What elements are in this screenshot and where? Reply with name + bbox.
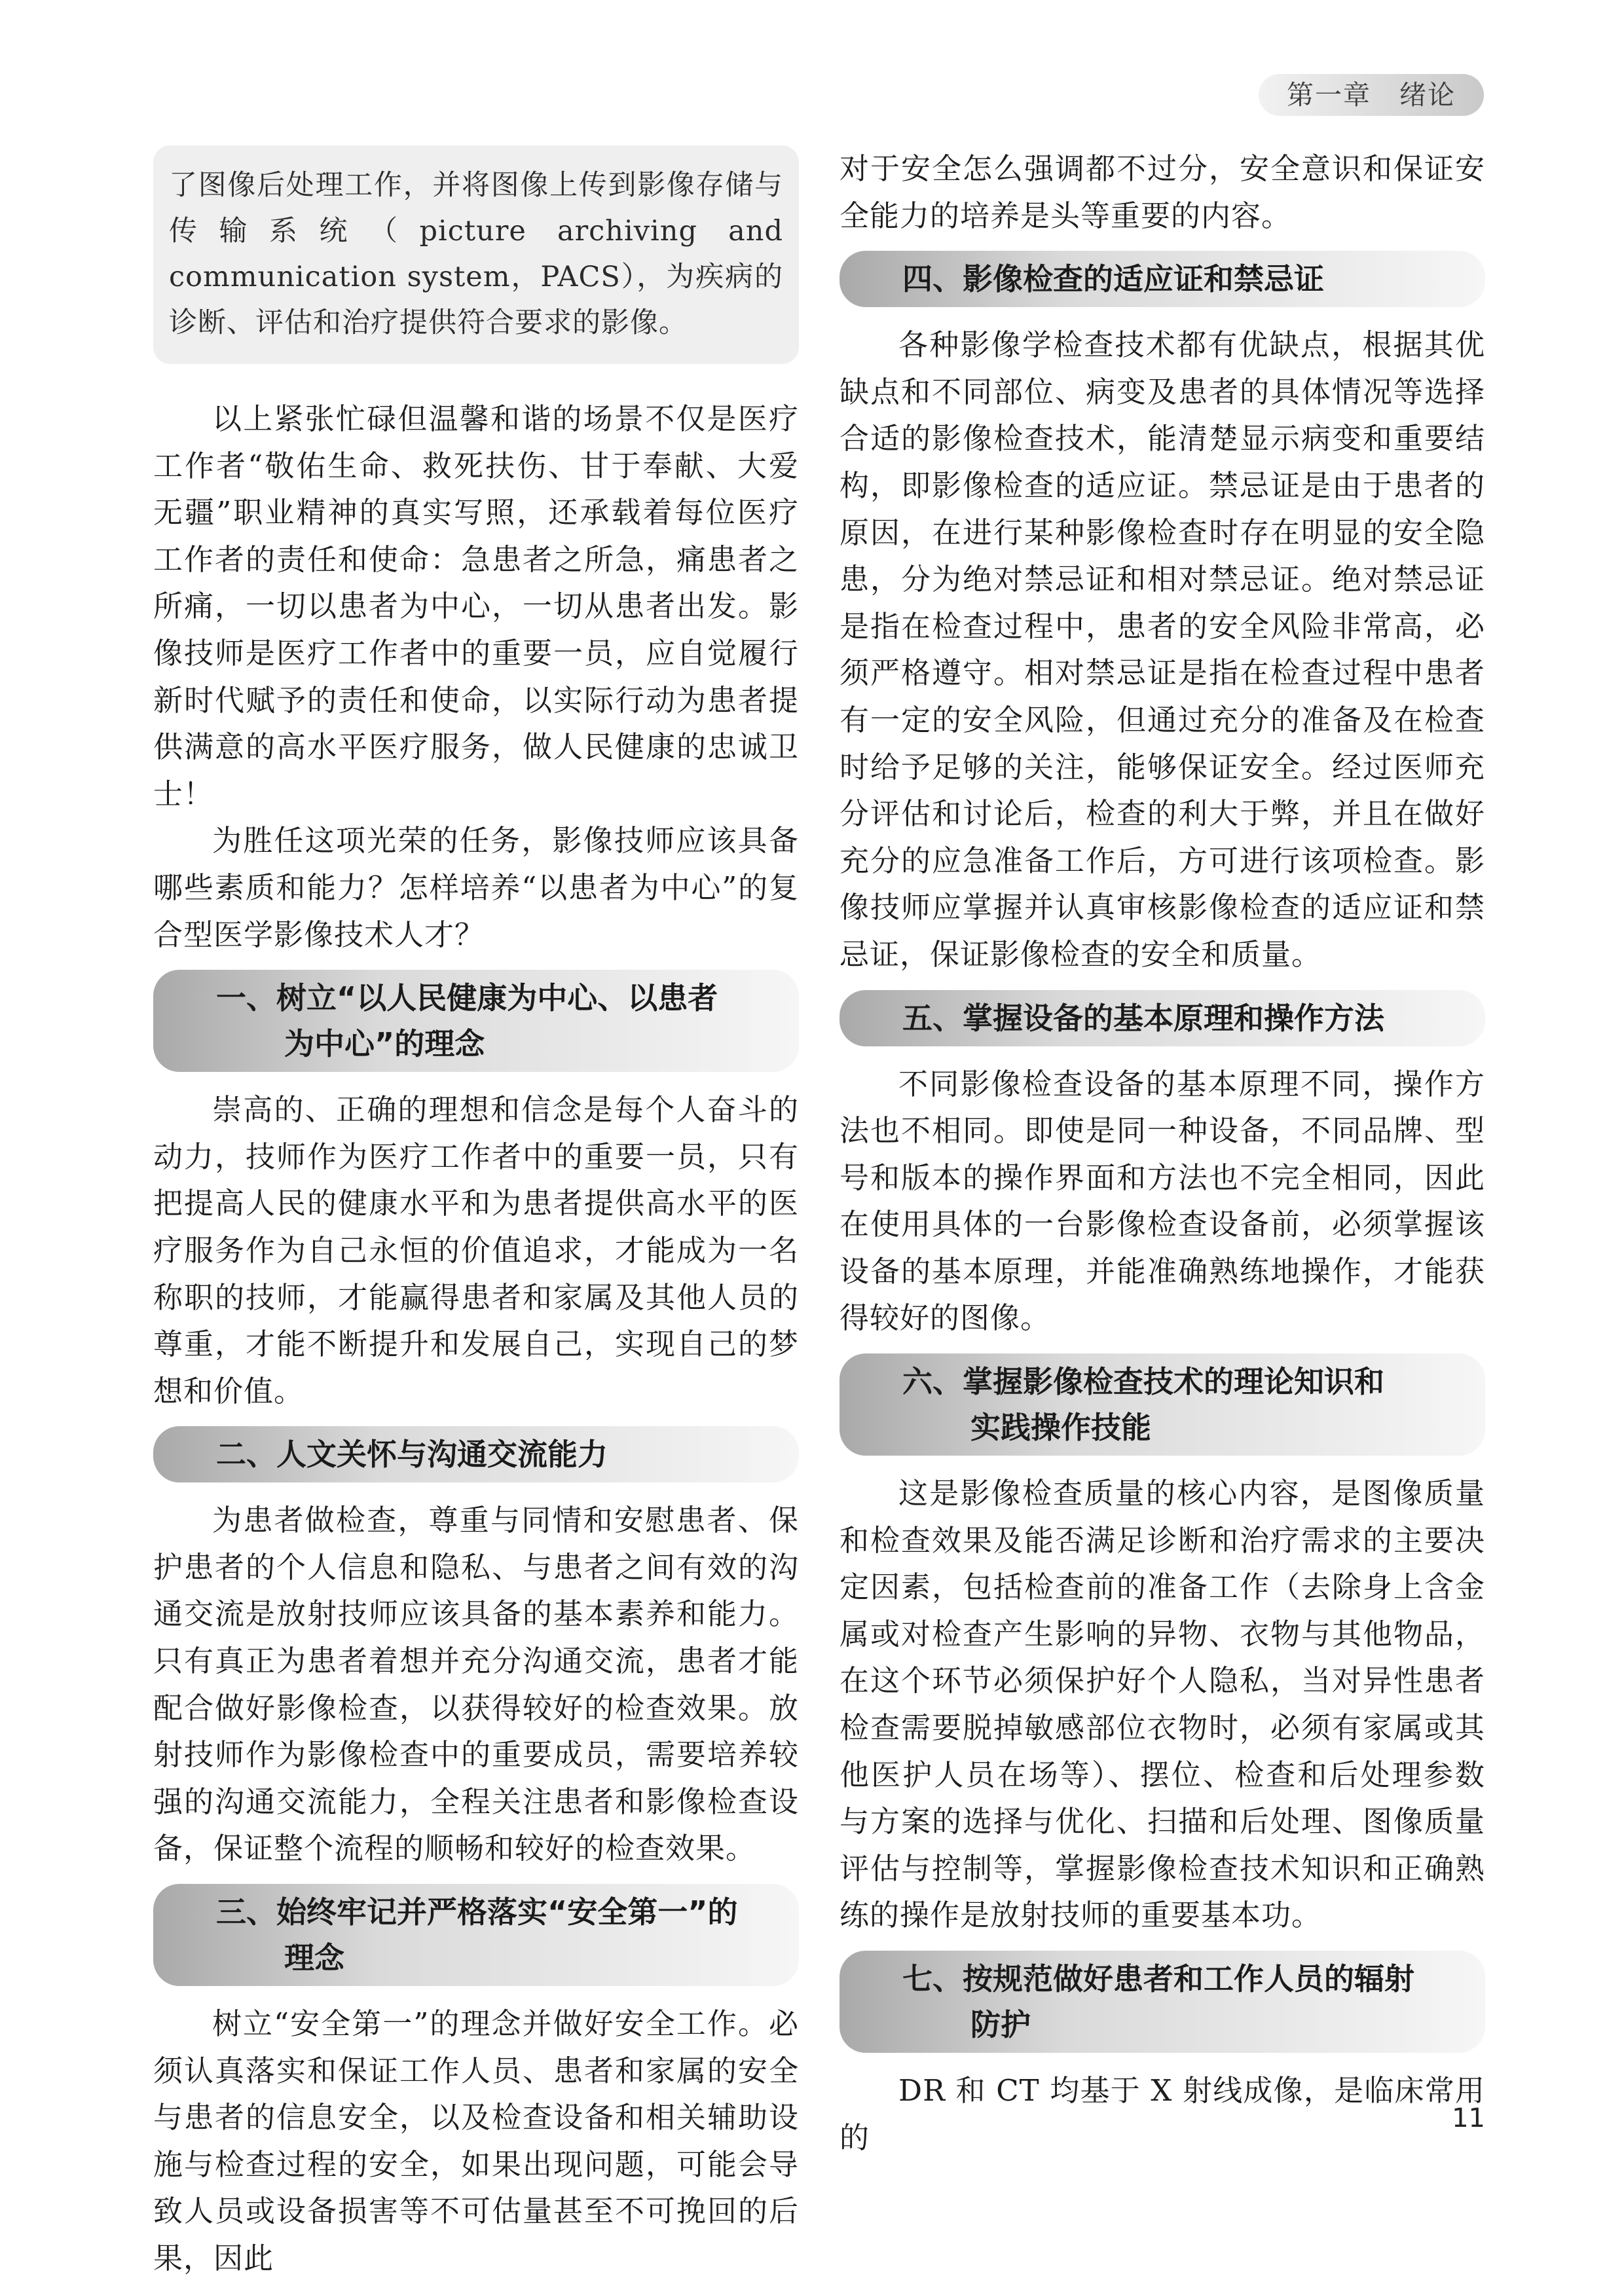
paragraph: 树立“安全第一”的理念并做好安全工作。必须认真落实和保证工作人员、患者和家属的安全与患者的信息安全，以及检查设备和相关辅助设施与检查过程的安全，如果出现问题，可能会导致人员或设备损害等不可估量甚至不可挽回的后果，因此 [153,2006,799,2275]
paragraph: 各种影像学检查技术都有优缺点，根据其优缺点和不同部位、病变及患者的具体情况等选择合适的影像检查技术，能清楚显示病变和重要结构，即影像检查的适应证。禁忌证是由于患者的原因，在进行某种影像检查时存在明显的安全隐患，分为绝对禁忌证和相对禁忌证。绝对禁忌证是指在检查过程中，患者的安全风险非常高，必须严格遵守。相对禁忌证是指在检查过程中患者有一定的安全风险，但通过充分的准备及在检查时给予足够的关注，能够保证安全。经过医师充分评估和讨论后，检查的利大于弊，并且在做好充分的应急准备工作后，方可进行该项检查。影像技师应掌握并认真审核影像检查的适应证和禁忌证，保证影像检查的安全和质量。 [840,327,1485,972]
heading-line: 理念 [284,1940,344,1976]
paragraph: DR 和 CT 均基于 X 射线成像，是临床常用的 [840,2073,1485,2155]
heading-line: 四、影像检查的适应证和禁忌证 [902,261,1324,297]
section-heading-3 [153,1884,799,1986]
paragraph: 崇高的、正确的理想和信念是每个人奋斗的动力，技师作为医疗工作者中的重要一员，只有把提高人民的健康水平和为患者提供高水平的医疗服务作为自己永恒的价值追求，才能成为一名称职的技师，才能赢得患者和家属及其他人员的尊重，才能不断提升和发展自己，实现自己的梦想和价值。 [153,1092,799,1408]
heading-line: 六、掌握影像检查技术的理论知识和 [902,1364,1384,1400]
section-heading-6 [840,1353,1485,1456]
heading-line: 防护 [970,2007,1031,2042]
left-column [153,145,799,2282]
section-heading-2 [153,1426,799,1482]
heading-line: 三、始终牢记并严格落实“安全第一”的 [216,1894,738,1930]
page-number: 11 [1452,2103,1485,2133]
paragraph: 以上紧张忙碌但温馨和谐的场景不仅是医疗工作者“敬佑生命、救死扶伤、甘于奉献、大爱无疆”职业精神的真实写照，还承载着每位医疗工作者的责任和使命：急患者之所急，痛患者之所痛，一切以患者为中心，一切从患者出发。影像技师是医疗工作者中的重要一员，应自觉履行新时代赋予的责任和使命，以实际行动为患者提供满意的高水平医疗服务，做人民健康的忠诚卫士！ [153,401,799,811]
heading-line: 为中心”的理念 [284,1026,485,1062]
section-heading-5 [840,990,1485,1046]
paragraph-continued: 对于安全怎么强调都不过分，安全意识和保证安全能力的培养是头等重要的内容。 [840,151,1485,233]
paragraph: 为患者做检查，尊重与同情和安慰患者、保护患者的个人信息和隐私、与患者之间有效的沟通交流是放射技师应该具备的基本素养和能力。只有真正为患者着想并充分沟通交流，患者才能配合做好影像检查，以获得较好的检查效果。放射技师作为影像检查中的重要成员，需要培养较强的沟通交流能力，全程关注患者和影像检查设备，保证整个流程的顺畅和较好的检查效果。 [153,1503,799,1866]
paragraph: 这是影像检查质量的核心内容，是图像质量和检查效果及能否满足诊断和治疗需求的主要决定因素，包括检查前的准备工作（去除身上含金属或对检查产生影响的异物、衣物与其他物品，在这个环节必须保护好个人隐私，当对异性患者检查需要脱掉敏感部位衣物时，必须有家属或其他医护人员在场等）、摆位、检查和后处理参数与方案的选择与优化、扫描和后处理、图像质量评估与控制等，掌握影像检查技术知识和正确熟练的操作是放射技师的重要基本功。 [840,1476,1485,1933]
heading-line: 五、掌握设备的基本原理和操作方法 [902,1000,1384,1036]
heading-line: 一、树立“以人民健康为中心、以患者 [216,980,718,1016]
section-heading-1 [153,970,799,1072]
heading-line: 二、人文关怀与沟通交流能力 [216,1437,608,1473]
paragraph: 为胜任这项光荣的任务，影像技师应该具备哪些素质和能力？怎样培养“以患者为中心”的复合型医学影像技术人才？ [153,823,799,952]
paragraph: 不同影像检查设备的基本原理不同，操作方法也不相同。即使是同一种设备，不同品牌、型号和版本的操作界面和方法也不完全相同，因此在使用具体的一台影像检查设备前，必须掌握该设备的基本原理，并能准确熟练地操作，才能获得较好的图像。 [840,1066,1485,1336]
heading-line: 七、按规范做好患者和工作人员的辐射 [902,1961,1414,1997]
case-box [153,145,799,364]
heading-line: 实践操作技能 [970,1410,1151,1446]
section-heading-7 [840,1951,1485,2053]
section-heading-4 [840,251,1485,307]
case-box-text: 了图像后处理工作，并将图像上传到影像存储与传输系统（picture archiving and communication system，PACS），为疾病的诊断、评估和治疗提供符合要求的影像。 [169,169,783,339]
chapter-tab: 第一章 绪论 [1259,74,1484,116]
right-column [840,145,1485,2161]
